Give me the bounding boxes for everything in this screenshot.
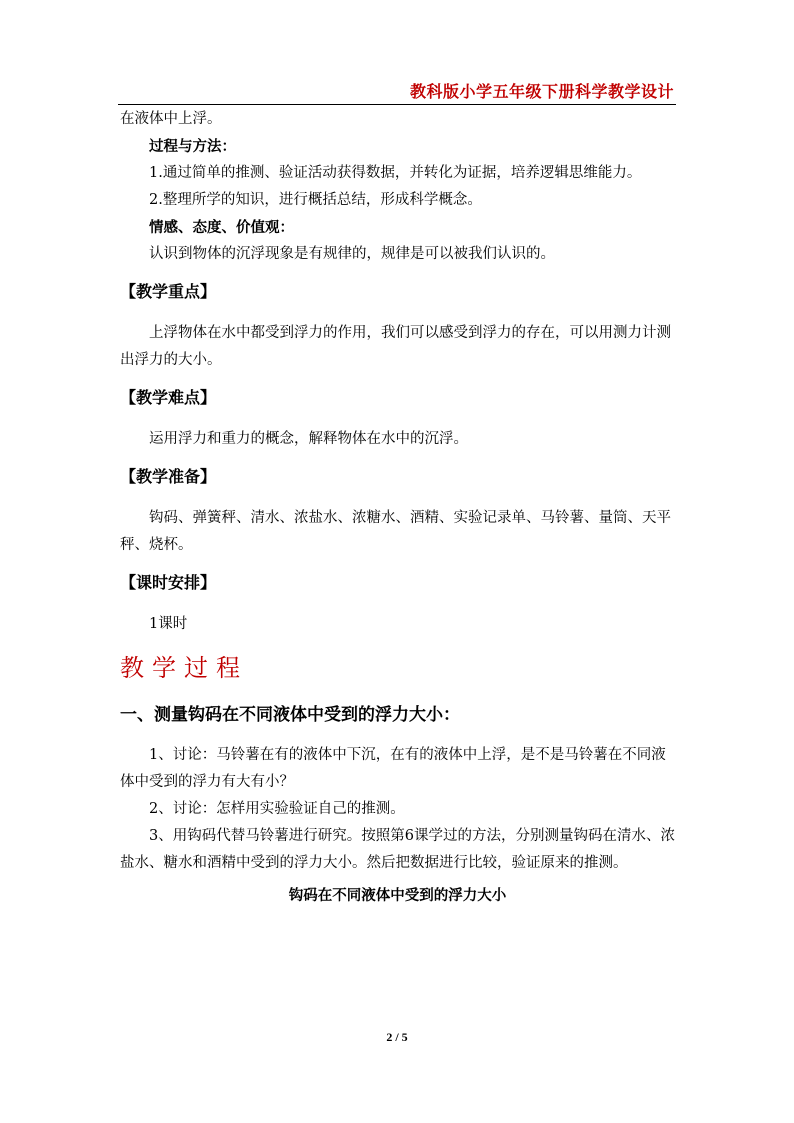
attitude-label: 情感、态度、价值观： — [149, 219, 294, 236]
document-header-title: 教科版小学五年级下册科学教学设计 — [409, 82, 674, 101]
process-item-2: 2、讨论：怎样用实验验证自己的推测。 — [149, 801, 405, 817]
preparation-heading: 【教学准备】 — [120, 467, 217, 486]
key-points-text: 上浮物体在水中都受到浮力的作用，我们可以感受到浮力的存在，可以用测力计测出浮力的大小。 — [120, 325, 671, 368]
schedule-heading: 【课时安排】 — [120, 573, 217, 592]
difficulties-text: 运用浮力和重力的概念，解释物体在水中的沉浮。 — [149, 431, 468, 447]
preparation-text: 钩码、弹簧秤、清水、浓盐水、浓糖水、酒精、实验记录单、马铃薯、量筒、天平秤、烧杯。 — [120, 510, 671, 553]
attitude-text: 认识到物体的沉浮现象是有规律的，规律是可以被我们认识的。 — [149, 246, 555, 262]
difficulties-heading: 【教学难点】 — [120, 388, 217, 407]
process-item-3: 3、用钩码代替马铃薯进行研究。按照第6课学过的方法，分别测量钩码在清水、浓盐水、糖水和酒精中受到的浮力大小。然后把数据进行比较，验证原来的推测。 — [120, 828, 675, 871]
page-number: 2 / 5 — [386, 1030, 408, 1044]
process-method-item-2: 2.整理所学的知识，进行概括总结，形成科学概念。 — [149, 192, 482, 208]
key-points-heading: 【教学重点】 — [120, 282, 217, 301]
table-caption: 钩码在不同液体中受到的浮力大小 — [288, 888, 507, 904]
objectives-continued-line: 在液体中上浮。 — [120, 111, 222, 127]
teaching-process-heading: 教学过程 — [120, 654, 248, 682]
schedule-text: 1课时 — [149, 616, 188, 632]
page-content — [120, 106, 675, 910]
header-rule — [118, 104, 676, 105]
process-method-item-1: 1.通过简单的推测、验证活动获得数据，并转化为证据，培养逻辑思维能力。 — [149, 165, 642, 181]
process-item-1: 1、讨论：马铃薯在有的液体中下沉，在有的液体中上浮，是不是马铃薯在不同液体中受到的浮力有大有小？ — [120, 747, 666, 790]
process-method-label: 过程与方法： — [149, 138, 236, 155]
part1-heading: 一、测量钩码在不同液体中受到的浮力大小： — [120, 705, 460, 725]
